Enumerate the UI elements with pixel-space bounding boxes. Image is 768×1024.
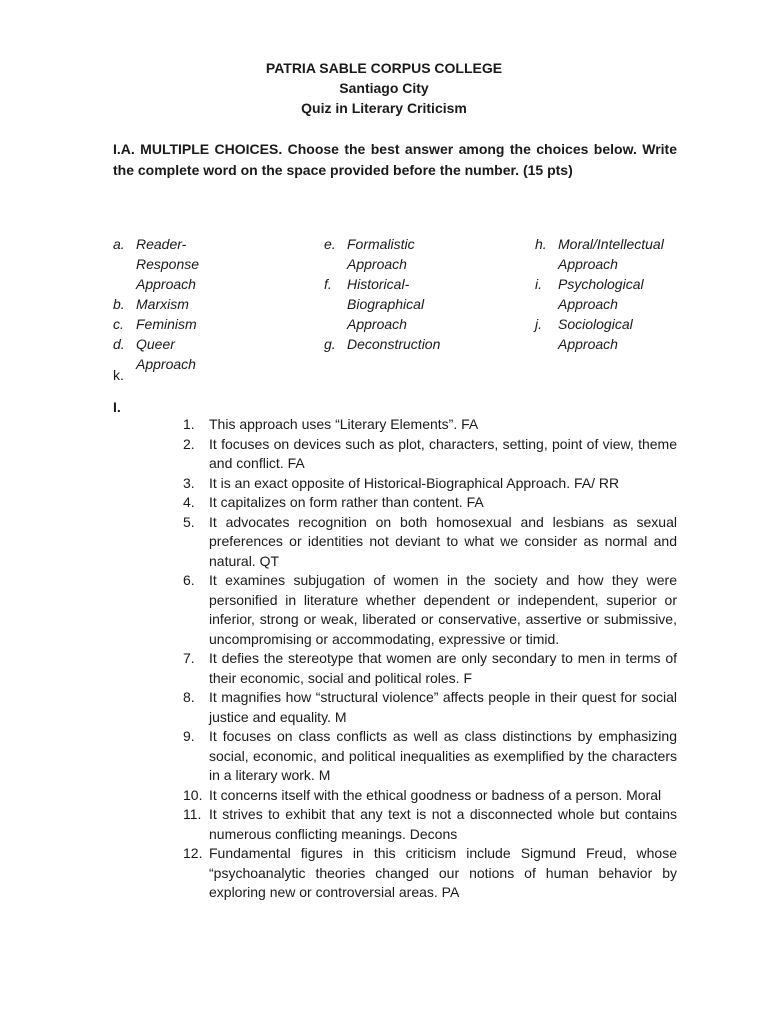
choice-text: Reader-Response Approach [136, 236, 200, 292]
question-number: 9. [183, 728, 195, 744]
choice-letter: d. [113, 336, 125, 352]
question-number: 4. [183, 494, 195, 510]
choice-letter: g. [324, 336, 336, 352]
choice-item [324, 334, 454, 354]
question-number: 11. [183, 806, 202, 822]
choice-text: Queer Approach [136, 336, 196, 372]
question-number: 7. [183, 650, 195, 666]
choice-text: Sociological Approach [558, 316, 633, 352]
question-text: It magnifies how “structural violence” affects people in their quest for social justice and equality. M [209, 689, 677, 725]
instructions: I.A. MULTIPLE CHOICES. Choose the best answer among the choices below. Write the complete word on the space provided before the number. (15 pts) [113, 141, 677, 178]
choice-letter: a. [113, 236, 125, 252]
choice-letter: j. [535, 316, 542, 332]
choice-text: Moral/Intellectual Approach [558, 236, 664, 272]
quiz-title: Quiz in Literary Criticism [301, 100, 467, 116]
choice-letter: e. [324, 236, 336, 252]
question-number: 6. [183, 572, 195, 588]
question-number: 12. [183, 845, 203, 861]
question-item [183, 513, 677, 572]
choice-text: Formalistic Approach [347, 236, 415, 272]
question-item [183, 805, 677, 844]
choice-item [113, 234, 233, 294]
question-item [183, 844, 677, 903]
choice-letter: h. [535, 236, 547, 252]
question-text: It focuses on devices such as plot, characters, setting, point of view, theme and conflict. FA [209, 435, 677, 471]
question-text: It capitalizes on form rather than content. FA [209, 494, 484, 510]
question-text: It concerns itself with the ethical goodness or badness of a person. Moral [209, 786, 662, 803]
choice-text: Marxism [136, 296, 189, 312]
question-item [183, 493, 677, 513]
question-list [183, 415, 677, 903]
question-number: 2. [183, 435, 195, 452]
choice-item [535, 314, 685, 354]
school-name: PATRIA SABLE CORPUS COLLEGE [265, 60, 503, 76]
question-text: Fundamental figures in this criticism include Sigmund Freud, whose “psychoanalytic theories changed our notions of human behavior by exploring new or controversial areas. PA [209, 845, 677, 900]
choice-item [113, 314, 233, 334]
choice-letter: c. [113, 316, 124, 332]
question-number: 1. [183, 416, 195, 432]
choice-text: Deconstruction [347, 336, 441, 352]
choice-text: Feminism [136, 316, 197, 332]
extra-choice-letter: k. [113, 367, 124, 383]
choices-column-3 [535, 234, 685, 354]
choice-item [535, 274, 685, 314]
question-number: 8. [183, 689, 195, 705]
choice-text: Psychological Approach [558, 276, 644, 312]
choice-item [535, 234, 685, 274]
choice-letter: b. [113, 296, 125, 312]
choice-item [113, 334, 233, 374]
section-label: I. [113, 399, 121, 415]
choices-column-1 [113, 234, 233, 374]
question-text: It strives to exhibit that any text is not a disconnected whole but contains numerous conflicting meanings. Decons [209, 806, 677, 842]
choice-item [324, 274, 454, 334]
question-text: It examines subjugation of women in the society and how they were personified in literature whether dependent or independent, superior or inferior, strong or weak, liberated or conservative, assertive or submissive, uncompromising or accommodating, expressive or timid. [209, 572, 677, 647]
question-text: It focuses on class conflicts as well as class distinctions by emphasizing social, economic, and political inequalities as exemplified by the characters in a literary work. M [209, 728, 677, 783]
choice-item [324, 234, 454, 274]
question-item [183, 786, 677, 806]
question-text: It defies the stereotype that women are only secondary to men in terms of their economic, social and political roles. F [209, 650, 677, 686]
question-number: 3. [183, 474, 195, 491]
choice-text: Historical-Biographical Approach [347, 276, 425, 332]
question-item [183, 649, 677, 688]
question-item [183, 474, 677, 494]
question-text: It is an exact opposite of Historical-Biographical Approach. FA/ RR [209, 474, 620, 491]
choice-item [113, 294, 233, 314]
choices-column-2 [324, 234, 454, 354]
question-number: 10. [183, 786, 203, 803]
question-item [183, 415, 677, 435]
question-item [183, 727, 677, 786]
question-item [183, 435, 677, 474]
question-text: It advocates recognition on both homosexual and lesbians as sexual preferences or identities not deviant to what we consider as normal and natural. QT [209, 513, 677, 569]
question-item [183, 688, 677, 727]
school-city: Santiago City [339, 80, 429, 96]
question-number: 5. [183, 513, 195, 530]
choice-letter: f. [324, 276, 332, 292]
question-item [183, 571, 677, 649]
question-text: This approach uses “Literary Elements”. FA [209, 416, 479, 432]
choice-letter: i. [535, 276, 542, 292]
